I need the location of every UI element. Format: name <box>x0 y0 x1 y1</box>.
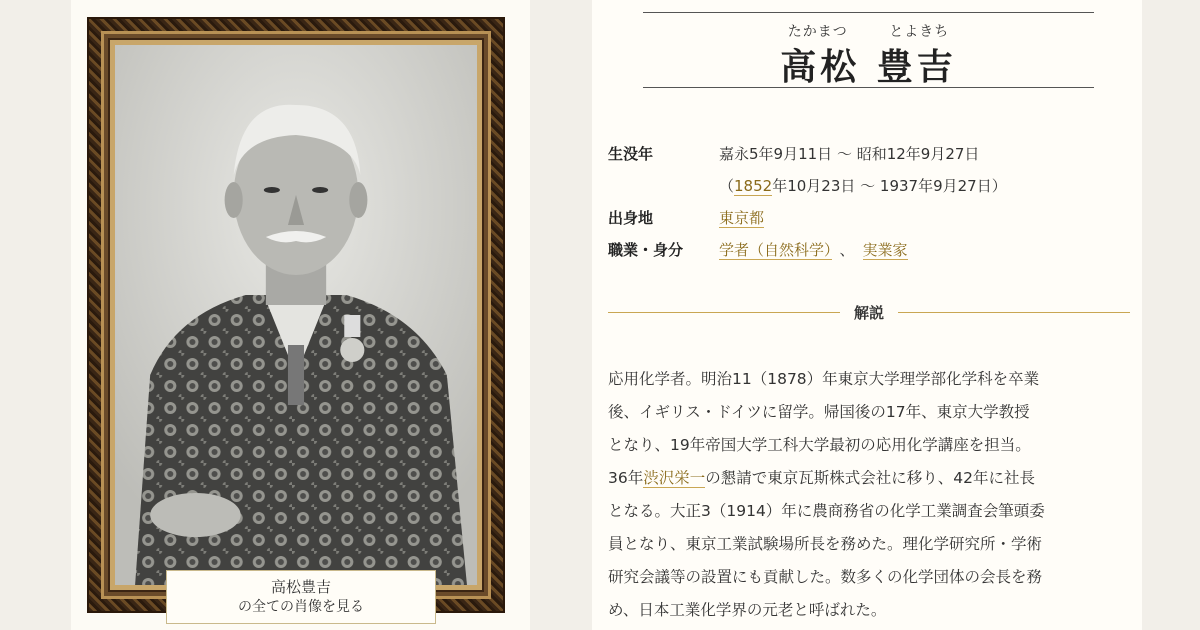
divider <box>898 312 1130 313</box>
profile-info <box>608 138 1128 266</box>
commentary-text <box>608 363 1130 627</box>
commentary-line: 研究会議等の設置にも貢献した。数多くの化学団体の会長を務 <box>608 568 1043 586</box>
life-ad-open: （ <box>719 177 735 195</box>
life-japanese: 嘉永5年9月11日 ～ 昭和12年9月27日 <box>719 145 980 163</box>
caption-sub: の全ての肖像を見る <box>238 599 364 615</box>
commentary-line: め、日本工業化学界の元老と呼ばれた。 <box>608 601 887 619</box>
birthplace-link[interactable]: 東京都 <box>719 209 765 227</box>
occupation-business-link[interactable]: 実業家 <box>862 241 908 259</box>
occupation-row <box>608 234 1128 266</box>
commentary-title: 解説 <box>854 303 885 322</box>
name-ruby <box>643 21 1094 41</box>
commentary-line: となる。大正3（1914）年に農商務省の化学工業調査会筆頭委 <box>608 502 1045 520</box>
life-row <box>608 138 1128 170</box>
divider <box>608 312 840 313</box>
commentary-line: 応用化学者。明治11（1878）年東京大学理学部化学科を卒業 <box>608 370 1040 388</box>
commentary-line: 後、イギリス・ドイツに留学。帰国後の17年、東京大学教授 <box>608 403 1030 421</box>
commentary-line: となり、19年帝国大学工科大学最初の応用化学講座を担当。 <box>608 436 1031 454</box>
occupation-scholar-link[interactable]: 学者（自然科学） <box>719 241 832 259</box>
commentary-heading <box>608 300 1130 324</box>
shibusawa-link[interactable]: 渋沢栄一 <box>643 469 706 487</box>
birth-year-link[interactable]: 1852 <box>734 177 773 195</box>
occupation-separator: 、 <box>839 241 855 259</box>
person-name: 高松 豊吉 <box>780 46 957 88</box>
birthplace-row <box>608 202 1128 234</box>
portrait-image <box>115 45 477 585</box>
occupation-label: 職業・身分 <box>608 241 684 259</box>
commentary-line: 員となり、東京工業試験場所長を務めた。理化学研究所・学術 <box>608 535 1043 553</box>
ruby-given: とよきち <box>889 24 950 40</box>
name-header <box>643 12 1094 88</box>
portrait-frame <box>87 17 505 613</box>
caption-name: 高松豊吉 <box>270 578 331 596</box>
ruby-surname: たかまつ <box>787 24 848 40</box>
profile-panel <box>592 0 1142 630</box>
view-all-portraits-link[interactable] <box>166 570 436 624</box>
portrait-photo[interactable] <box>115 45 477 585</box>
life-label: 生没年 <box>608 145 654 163</box>
life-ad-rest: 年10月23日 ～ 1937年9月27日） <box>772 177 1007 195</box>
birthplace-label: 出身地 <box>608 209 654 227</box>
commentary-line: 36年渋沢栄一の懇請で東京瓦斯株式会社に移り、42年に社長 <box>608 469 1035 487</box>
life-ad-row <box>608 170 1128 202</box>
